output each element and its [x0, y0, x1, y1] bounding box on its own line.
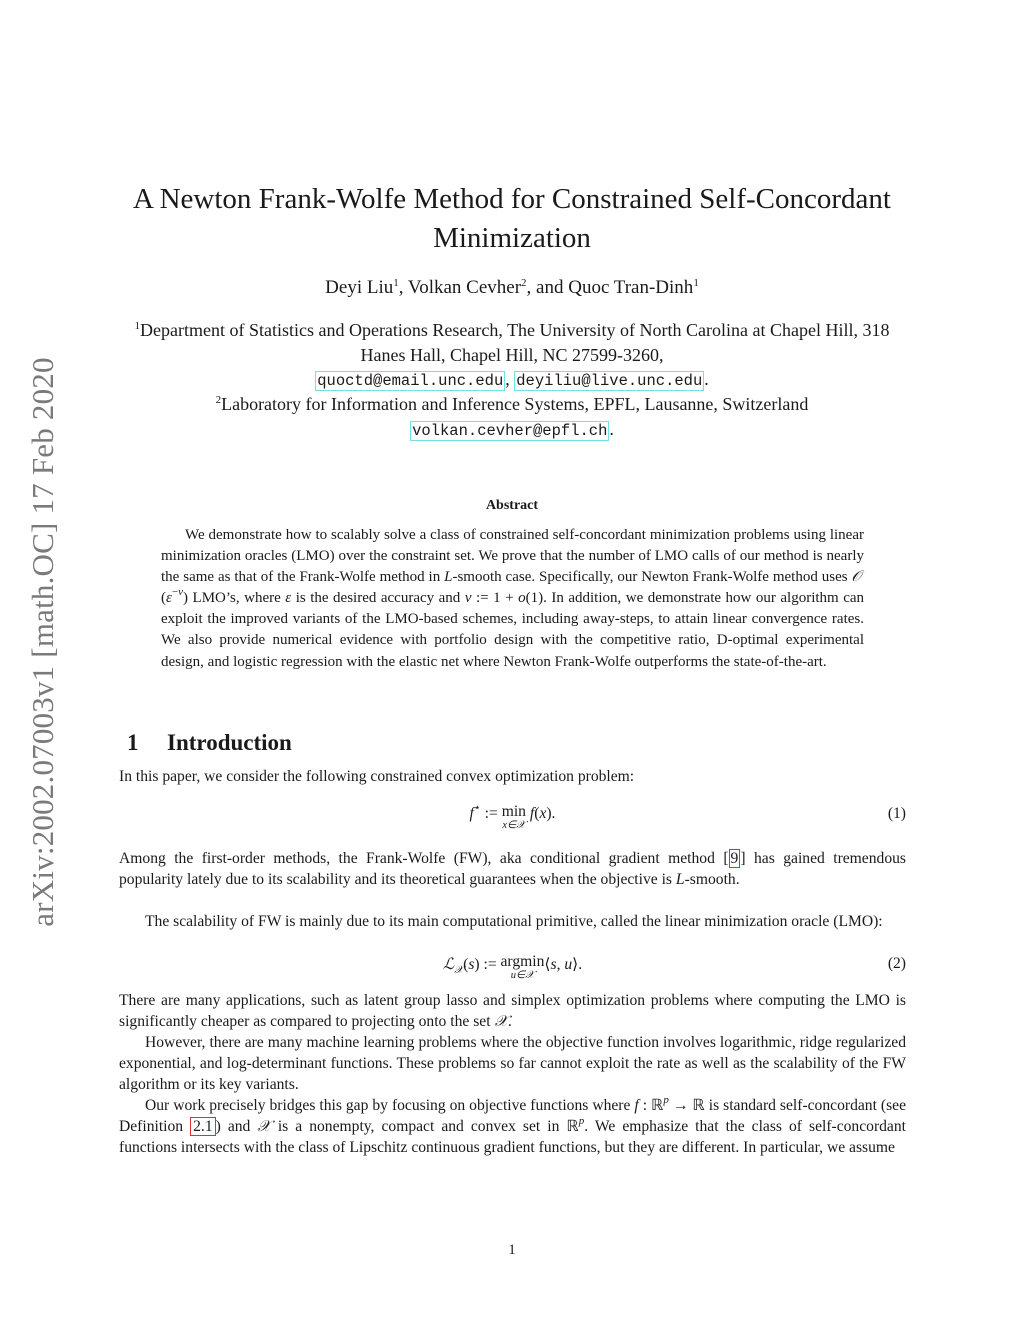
author-affil-mark: 2 — [521, 277, 527, 289]
intro-paragraph: The scalability of FW is mainly due to its main computational primitive, called the linear minimization oracle (LMO): — [145, 913, 883, 930]
abstract-body: We demonstrate how to scalably solve a class of constrained self-concordant minimization problems using linear minimization oracles (LMO) over the constraint set. We prove that the number of LMO calls of our method is nearly the same as that of the Frank-Wolfe method in L-smooth case. Specifically, our Newton Frank-Wolfe method uses 𝒪 $(\varepsilon^{-\nu})$ LMO’s, where ε is the desired accuracy and ν := 1 + o(1). In addition, we demonstrate how our algorithm can exploit the improved variants of the LMO-based schemes, including away-steps, to attain linear convergence rates. We also provide numerical evidence with portfolio design with the competitive ratio, D-optimal experimental design, and logistic regression with the elastic net where Newton Frank-Wolfe outperforms the state-of-the-art. — [161, 527, 865, 670]
intro-paragraph: However, there are many machine learning problems where the objective function involves logarithmic, ridge regularized exponential, and log-determinant functions. These problems so far cannot exploit the rate as well as the scalability of the FW algorithm or its key variants. — [119, 1034, 906, 1094]
intro-paragraph: Our work precisely bridges this gap by focusing on objective functions where f : ℝ$^p$ → ℝ is standard self-concordant (see Definition 2.1 ) and 𝒳 is a nonempty, compact and convex set in ℝ$^p$. We emphasize that the class of self-concordant functions intersects with the class of Lipschitz continuous gradient functions, but they are different. In particular, we assume — [119, 1094, 906, 1157]
equation-tag: (2) — [887, 955, 906, 972]
affil-mark: 1 — [134, 320, 140, 332]
author-name: Deyi Liu — [325, 277, 394, 298]
paper-title: A Newton Frank-Wolfe Method for Constrained Self-Concordant Minimization — [133, 183, 891, 254]
intro-paragraph: Among the first-order methods, the Frank-Wolfe (FW), aka conditional gradient method [ 9 ] has gained tremendous popularity lately due to its scalability and its theoretical guarantees when the objective is L-smooth. — [119, 850, 906, 889]
paragraph-text: There are many applications, such as latent group lasso and simplex optimization problems where computing the LMO is significantly cheaper as compared to projecting onto the set — [119, 992, 906, 1031]
paragraph-text: -smooth. — [684, 871, 740, 889]
section-heading — [127, 730, 292, 756]
paragraph-text: has gained tremendous popularity lately due to its scalability and its theoretical guarantees when the objective is — [119, 850, 906, 889]
abstract-text: LMO’s, where — [188, 590, 286, 607]
affiliation-1: $^1$Department of Statistics and Operations Research, The University of North Carolina at Chapel Hill, 318 Hanes Hall, Chapel Hill, NC 27599-3260, quoctd@email.unc.edu , deyiliu@live.unc.edu . — [134, 320, 890, 390]
author-name: Quoc Tran-Dinh — [568, 277, 694, 298]
affil-mark: 2 — [215, 394, 222, 406]
arxiv-identifier: arXiv:2002.07003v1 [math.OC] 17 Feb 2020 — [25, 357, 60, 927]
paragraph-text: . We emphasize that the class of self-concordant functions intersects with the class of Lipschitz continuous gradient functions, but they are different. In particular, we assume — [119, 1118, 906, 1157]
paragraph-text: is standard self-concordant (see Definition — [119, 1097, 906, 1136]
equation-1: f⋆ := min x∈𝒳 f(x). (1) — [469, 802, 906, 831]
author-separator: , and — [526, 277, 569, 298]
paragraph-text: ) and — [215, 1118, 258, 1136]
author-list — [110, 277, 914, 299]
definition-link[interactable]: 2.1 — [190, 1117, 216, 1136]
abstract-heading: Abstract — [485, 498, 539, 513]
author-affil-mark: 1 — [693, 277, 699, 289]
affiliation-2: $^2$Laboratory for Information and Inference Systems, EPFL, Lausanne, Switzerland volkan.cevher@epfl.ch . — [215, 394, 809, 440]
paragraph-text: is a nonempty, compact and convex set in — [270, 1118, 567, 1136]
equation-tag: (1) — [887, 805, 906, 822]
author-affil-mark: 1 — [393, 277, 399, 289]
abstract-text: . In addition, we demonstrate how our algorithm can exploit the improved variants of the LMO-based schemes, including away-steps, to attain linear convergence rates. We also provide numerical evidence with portfolio design with the competitive ratio, D-optimal experimental design, and logistic regression with the elastic net where Newton Frank-Wolfe outperforms the state-of-the-art. — [161, 590, 865, 670]
email-link[interactable]: quoctd@email.unc.edu — [317, 372, 504, 390]
section-number: 1 — [127, 730, 139, 755]
section-title: Introduction — [167, 730, 292, 755]
affiliation-text: Laboratory for Information and Inference Systems, EPFL, Lausanne, Switzerland — [221, 394, 809, 414]
author-separator: , — [398, 277, 408, 298]
equation-2: ℒ$_𝒳$(s) := argmin u∈𝒳 ⟨s, u⟩. (2) — [442, 953, 906, 981]
citation-link[interactable]: 9 — [730, 850, 739, 867]
paragraph-text: . — [507, 1013, 512, 1031]
page-number: 1 — [508, 1242, 516, 1258]
email-link[interactable]: deyiliu@live.unc.edu — [516, 372, 703, 390]
intro-paragraph: There are many applications, such as latent group lasso and simplex optimization problems where computing the LMO is significantly cheaper as compared to projecting onto the set 𝒳. — [119, 992, 906, 1031]
abstract-text: -smooth case. Specifically, our Newton Frank-Wolfe method uses — [452, 569, 852, 586]
abstract-text: is the desired accuracy and — [291, 590, 465, 607]
paragraph-text: Our work precisely bridges this gap by focusing on objective functions where — [145, 1097, 635, 1114]
abstract-text: We demonstrate how to scalably solve a class of constrained self-concordant minimization problems using linear minimization oracles (LMO) over the constraint set. We prove that the number of LMO calls of our method is nearly the same as that of the Frank-Wolfe method in — [161, 527, 864, 586]
author-name: Volkan Cevher — [407, 277, 522, 298]
affiliation-text: Department of Statistics and Operations Research, The University of North Carolina at Chapel Hill, 318 Hanes Hall, Chapel Hill, NC 27599-3260, — [140, 320, 890, 365]
paragraph-text: Among the first-order methods, the Frank-Wolfe (FW), aka conditional gradient method — [119, 850, 724, 867]
email-link[interactable]: volkan.cevher@epfl.ch — [412, 421, 608, 440]
intro-paragraph: In this paper, we consider the following constrained convex optimization problem: — [119, 768, 635, 785]
